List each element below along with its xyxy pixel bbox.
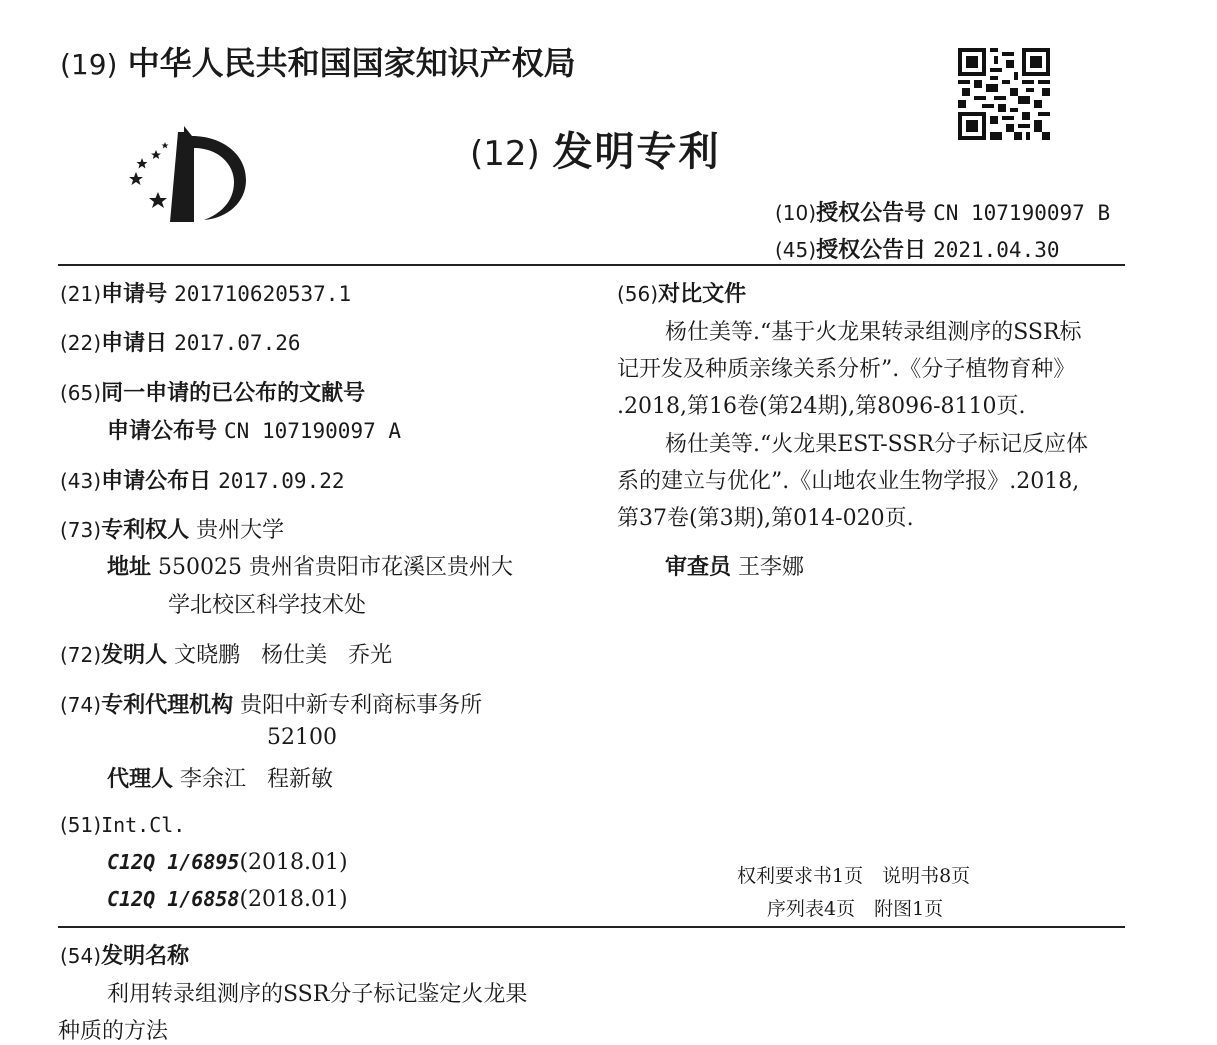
inventor-row: (72)发明人 文晓鹏 杨仕美 乔光 bbox=[60, 643, 393, 668]
ipc-row-1: C12Q 1/6895(2018.01) bbox=[107, 850, 348, 875]
doc-type-name: 发明专利 bbox=[552, 129, 721, 175]
reference-1-line-3: .2018,第16卷(第24期),第8096-8110页. bbox=[617, 394, 1026, 419]
ipc-row-2: C12Q 1/6858(2018.01) bbox=[107, 887, 348, 912]
grant-date-row bbox=[775, 233, 1060, 264]
owner-row: (73)专利权人 贵州大学 bbox=[60, 518, 285, 543]
address-line-1: 550025 贵州省贵阳市花溪区贵州大 bbox=[158, 555, 513, 580]
app-number-row: (21)申请号 201710620537.1 bbox=[60, 282, 352, 307]
header-divider bbox=[58, 264, 1125, 266]
grant-date-label: 授权公告日 bbox=[816, 238, 927, 263]
invention-title-heading: (54)发明名称 bbox=[60, 944, 190, 969]
grant-number: CN 107190097 B bbox=[933, 201, 1111, 225]
grant-number-label: 授权公告号 bbox=[816, 201, 927, 226]
reference-2-line-1: 杨仕美等.“火龙果EST-SSR分子标记反应体 bbox=[665, 432, 1088, 457]
reference-2-line-2: 系的建立与优化”.《山地农业生物学报》.2018, bbox=[617, 469, 1080, 494]
invention-title-line-1: 利用转录组测序的SSR分子标记鉴定火龙果 bbox=[107, 982, 528, 1007]
agency-line-2: 52100 bbox=[267, 725, 337, 750]
app-date: 2017.07.26 bbox=[174, 331, 301, 355]
grant-date: 2021.04.30 bbox=[933, 238, 1060, 262]
grant-date-code: (45) bbox=[775, 238, 817, 262]
app-number: 201710620537.1 bbox=[174, 282, 352, 306]
inventor-1: 文晓鹏 bbox=[174, 643, 241, 668]
examiner: 王李娜 bbox=[738, 555, 805, 580]
address-line-2: 学北校区科学技术处 bbox=[168, 593, 367, 618]
ipc-class-1: C12Q 1/6895 bbox=[107, 850, 240, 874]
agent-2: 程新敏 bbox=[267, 767, 334, 792]
ipc-class-2: C12Q 1/6858 bbox=[107, 887, 240, 911]
page-counts-line-1: 权利要求书1页 说明书8页 bbox=[737, 865, 971, 887]
agency-line-1: 贵阳中新专利商标事务所 bbox=[240, 693, 483, 718]
app-date-row: (22)申请日 2017.07.26 bbox=[60, 331, 301, 356]
references-heading: (56)对比文件 bbox=[617, 282, 747, 307]
doc-type bbox=[470, 120, 721, 177]
grant-number-row bbox=[775, 196, 1110, 227]
invention-title-line-2: 种质的方法 bbox=[58, 1019, 169, 1044]
inventor-3: 乔光 bbox=[348, 643, 393, 668]
owner: 贵州大学 bbox=[196, 518, 285, 543]
agency-row: (74)专利代理机构 贵阳中新专利商标事务所 bbox=[60, 693, 483, 718]
page-counts-line-2: 序列表4页 附图1页 bbox=[767, 898, 944, 920]
office-name: 中华人民共和国国家知识产权局 bbox=[127, 44, 576, 82]
grant-number-code: (10) bbox=[775, 201, 817, 225]
pub-date-row: (43)申请公布日 2017.09.22 bbox=[60, 469, 345, 494]
pub-number: CN 107190097 A bbox=[224, 419, 402, 443]
footer-divider bbox=[58, 926, 1125, 928]
pub-date: 2017.09.22 bbox=[218, 469, 345, 493]
office-header bbox=[60, 38, 576, 84]
inventor-2: 杨仕美 bbox=[261, 643, 328, 668]
address-row: 地址 550025 贵州省贵阳市花溪区贵州大 bbox=[107, 555, 513, 580]
qr-code-icon bbox=[958, 48, 1050, 140]
cnipa-logo-icon bbox=[122, 122, 252, 226]
office-code: (19) bbox=[60, 48, 118, 81]
pub-number-row: 申请公布号 CN 107190097 A bbox=[107, 419, 402, 444]
pub-doc-heading: (65)同一申请的已公布的文献号 bbox=[60, 381, 366, 406]
reference-1-line-2: 记开发及种质亲缘关系分析”.《分子植物育种》 bbox=[617, 357, 1076, 382]
reference-1-line-1: 杨仕美等.“基于火龙果转录组测序的SSR标 bbox=[665, 320, 1082, 345]
examiner-row: 审查员 王李娜 bbox=[665, 555, 805, 580]
agent-row: 代理人 李余江 程新敏 bbox=[107, 767, 334, 792]
reference-2-line-3: 第37卷(第3期),第014-020页. bbox=[617, 506, 914, 531]
agent-1: 李余江 bbox=[180, 767, 247, 792]
doc-type-code: (12) bbox=[470, 134, 540, 174]
ipc-heading: (51)Int.Cl. bbox=[60, 813, 186, 837]
